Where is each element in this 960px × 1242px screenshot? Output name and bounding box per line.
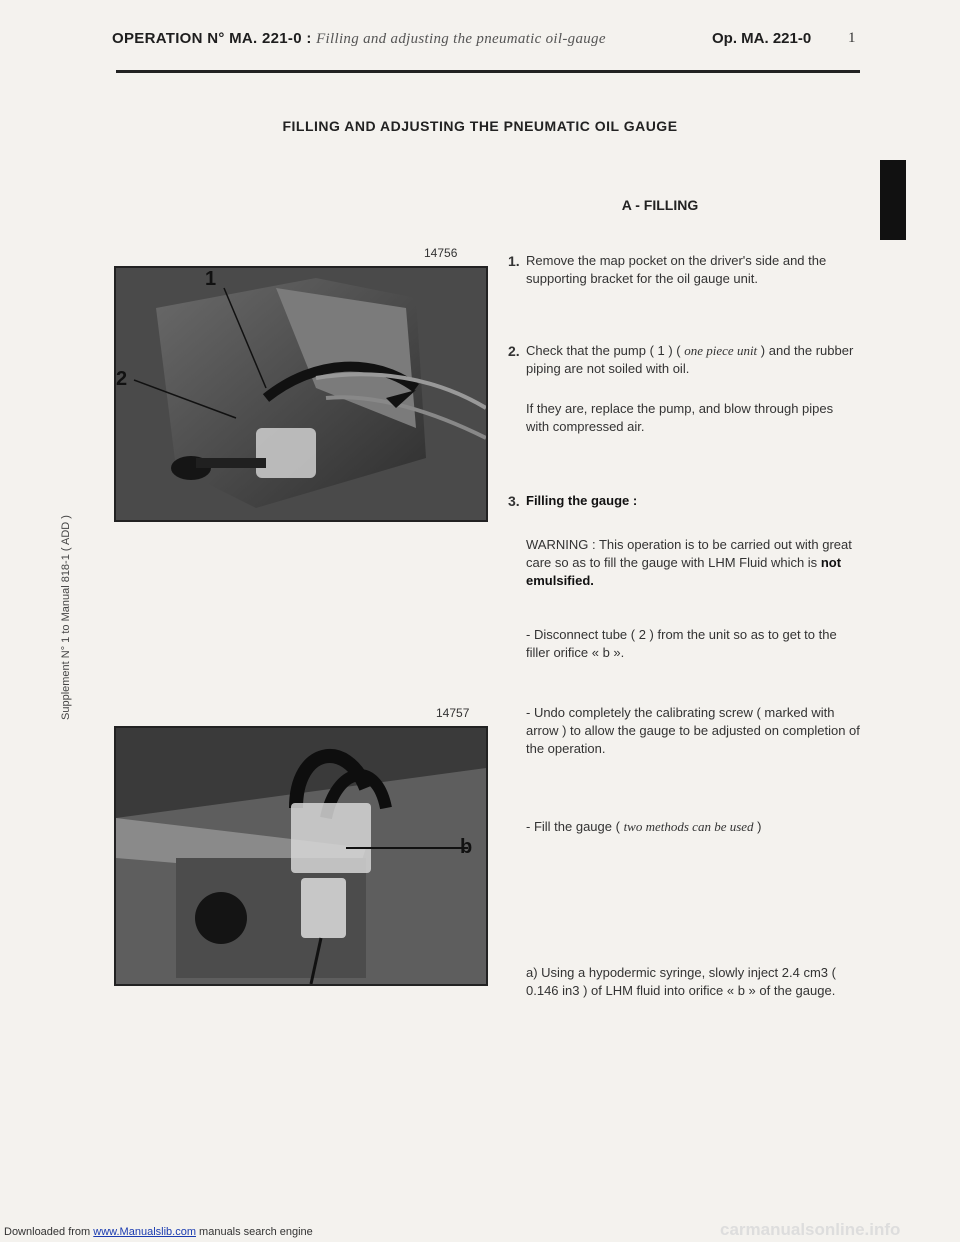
instruction-fill-a: - Fill the gauge ( [526, 819, 620, 834]
instruction-disconnect: - Disconnect tube ( 2 ) from the unit so as to get to the filler orifice « b ». [526, 627, 837, 660]
callout-2: 2 [116, 368, 128, 390]
footer-download-notice [4, 1226, 313, 1238]
warning-text [526, 536, 852, 590]
step-2-text [526, 342, 862, 378]
operation-header [112, 30, 606, 48]
step-1-text: Remove the map pocket on the driver's side and the supporting bracket for the oil gauge unit. [526, 253, 827, 286]
callout-b: b [460, 836, 473, 858]
footer-suffix: manuals search engine [199, 1226, 313, 1238]
step-3-title: Filling the gauge : [526, 493, 638, 508]
operation-number: OPERATION N° MA. 221-0 : [112, 30, 312, 47]
step-2-number: 2. [508, 343, 520, 359]
callout-1: 1 [205, 268, 217, 290]
method-a-text: a) Using a hypodermic syringe, slowly inject 2.4 cm3 ( 0.146 in3 ) of LHM fluid into orifice « b » of the gauge. [526, 965, 836, 998]
step-3-number: 3. [508, 493, 520, 509]
instruction-fill-b: ) [757, 819, 762, 834]
page-number: 1 [848, 30, 856, 46]
section-tab-marker [880, 160, 906, 240]
instruction-fill-italic: two methods can be used [623, 819, 754, 834]
warning-bold: not emulsified. [526, 555, 842, 588]
step-2-italic: one piece unit [684, 343, 758, 358]
side-margin-text: Supplement N° 1 to Manual 818-1 ( ADD ) [60, 515, 72, 720]
figure-number-1: 14756 [424, 246, 458, 260]
instruction-undo-screw: - Undo completely the calibrating screw ( marked with arrow ) to allow the gauge to be adjusted on completion of the operation. [526, 705, 860, 756]
operation-subtitle: Filling and adjusting the pneumatic oil-gauge [316, 31, 606, 47]
step-2-paragraph-2: If they are, replace the pump, and blow through pipes with compressed air. [526, 401, 834, 434]
pump-photo-illustration [116, 268, 486, 520]
figure-photo-pump [114, 266, 488, 522]
figure-number-2: 14757 [436, 706, 470, 720]
step-2-text-b: ) and the rubber piping are not soiled with oil. [526, 343, 854, 376]
footer-manualslib-link[interactable]: www.Manualslib.com [93, 1226, 196, 1238]
warning-text-a: WARNING : This operation is to be carried out with great care so as to fill the gauge with LHM Fluid which is [526, 537, 852, 570]
instruction-fill [526, 818, 866, 836]
footer-prefix: Downloaded from [4, 1226, 91, 1238]
footer-watermark: carmanualsonline.info [720, 1220, 901, 1239]
gauge-photo-illustration [116, 728, 486, 984]
step-1-number: 1. [508, 253, 520, 269]
step-2-text-a: Check that the pump ( 1 ) ( [526, 343, 681, 358]
header-rule [116, 70, 860, 73]
operation-code: Op. MA. 221-0 [712, 30, 812, 47]
figure-photo-gauge [114, 726, 488, 986]
section-heading: A - FILLING [621, 197, 699, 213]
page-title: FILLING AND ADJUSTING THE PNEUMATIC OIL GAUGE [282, 118, 678, 134]
